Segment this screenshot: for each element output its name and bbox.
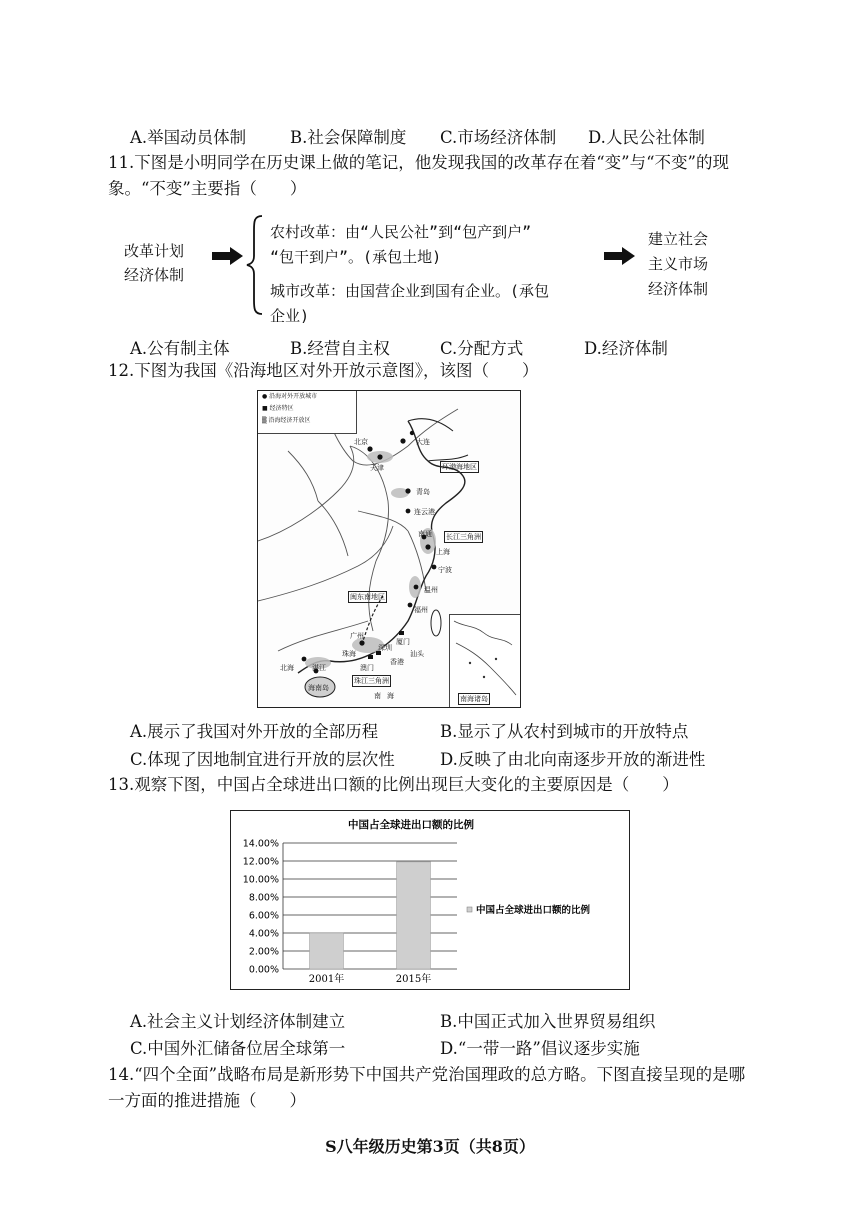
bar — [310, 933, 344, 969]
map-label-fuzhou: 福州 — [414, 606, 428, 614]
map-label-qingdao: 青岛 — [416, 488, 430, 496]
notes-urban-line2: 企业) — [270, 307, 310, 325]
map-label-bohai: 环渤海地区 — [442, 463, 477, 471]
q10-option-a[interactable]: A.举国动员体制 — [130, 128, 247, 147]
map-label-nantong: 南通 — [418, 530, 432, 538]
map-label-lianyungang: 连云港 — [414, 508, 435, 516]
coastal-opening-map — [257, 390, 521, 708]
q13-option-b[interactable]: B.中国正式加入世界贸易组织 — [440, 1012, 656, 1031]
notes-left-line2: 经济体制 — [124, 266, 185, 284]
q13-option-a[interactable]: A.社会主义计划经济体制建立 — [130, 1012, 346, 1031]
notes-rural-line2: “包干到户”。(承包土地) — [270, 248, 442, 266]
map-label-zhanjiang: 湛江 — [312, 664, 326, 672]
map-label-tianjin: 天津 — [370, 464, 384, 472]
arrow-right-icon — [210, 246, 244, 266]
chart-title: 中国占全球进出口额的比例 — [348, 819, 474, 831]
page-footer: S八年级历史第3页（共8页） — [325, 1137, 535, 1156]
arrow-right-icon — [602, 246, 636, 266]
chart-svg — [231, 811, 629, 989]
y-tick-label: 4.00% — [248, 928, 279, 940]
legend-label: 中国占全球进出口额的比例 — [476, 905, 591, 916]
y-tick-label: 10.00% — [242, 874, 279, 886]
q13-stem: 13.观察下图，中国占全球进出口额的比例出现巨大变化的主要原因是（ ） — [108, 775, 679, 794]
map-label-zhujiang: 珠江三角洲 — [354, 677, 389, 685]
y-tick-label: 12.00% — [242, 856, 279, 868]
map-label-mindong: 闽东南地区 — [350, 593, 385, 601]
map-label-ningbo: 宁波 — [438, 566, 452, 574]
map-label-wenzhou: 温州 — [424, 586, 438, 594]
q11-option-a[interactable]: A.公有制主体 — [130, 339, 230, 358]
bar — [397, 862, 431, 969]
notes-rural-line1: 农村改革：由“人民公社”到“包产到户” — [270, 223, 532, 241]
q12-stem: 12.下图为我国《沿海地区对外开放示意图》，该图（ ） — [108, 361, 539, 380]
map-label-dalian: 大连 — [416, 438, 430, 446]
x-tick-label: 2015年 — [395, 974, 432, 985]
map-label-changjiang: 长江三角洲 — [446, 533, 481, 541]
x-tick-label: 2001年 — [308, 974, 345, 985]
q12-option-a[interactable]: A.展示了我国对外开放的全部历程 — [130, 722, 379, 741]
q10-option-c[interactable]: C.市场经济体制 — [440, 128, 557, 147]
trade-share-chart — [230, 810, 630, 990]
map-label-shenzhen: 深圳 — [378, 644, 392, 652]
notes-right-line1: 建立社会 — [648, 230, 709, 248]
notes-urban-line1: 城市改革：由国营企业到国有企业。(承包 — [270, 282, 550, 300]
legend-swatch — [467, 907, 472, 912]
q11-option-d[interactable]: D.经济体制 — [584, 339, 668, 358]
notes-right-line2: 主义市场 — [648, 255, 709, 273]
notes-left-line1: 改革计划 — [124, 242, 185, 260]
q13-option-d[interactable]: D.“一带一路”倡议逐步实施 — [440, 1039, 640, 1058]
map-legend — [258, 391, 357, 434]
y-tick-label: 2.00% — [248, 946, 279, 958]
y-tick-label: 8.00% — [248, 892, 279, 904]
map-label-xiamen: 厦门 — [396, 638, 410, 646]
q12-option-d[interactable]: D.反映了由北向南逐步开放的渐进性 — [440, 750, 706, 769]
y-tick-label: 0.00% — [248, 964, 279, 976]
q11-stem-line2: 象。“不变”主要指（ ） — [108, 179, 307, 198]
q13-option-c[interactable]: C.中国外汇储备位居全球第一 — [130, 1039, 346, 1058]
q12-option-b[interactable]: B.显示了从农村到城市的开放特点 — [440, 722, 689, 741]
q11-stem-line1: 11.下图是小明同学在历史课上做的笔记，他发现我国的改革存在着“变”与“不变”的现 — [108, 153, 729, 172]
map-label-nanhai: 南海 — [374, 692, 400, 700]
y-tick-label: 14.00% — [242, 838, 279, 850]
map-inset-label: 南海诸岛 — [460, 695, 488, 703]
map-label-beihai: 北海 — [280, 664, 294, 672]
legend-item-open-zone: ▒ 沿海经济开放区 — [262, 417, 311, 424]
q10-option-d[interactable]: D.人民公社体制 — [588, 128, 705, 147]
map-label-hainan: 海南岛 — [308, 684, 329, 692]
q10-option-b[interactable]: B.社会保障制度 — [290, 128, 407, 147]
map-label-shanghai: 上海 — [436, 548, 450, 556]
map-label-beijing: 北京 — [354, 438, 368, 446]
q14-stem-line2: 一方面的推进措施（ ） — [108, 1091, 306, 1110]
map-label-guangzhou: 广州 — [350, 632, 364, 640]
q11-option-c[interactable]: C.分配方式 — [440, 339, 524, 358]
map-inset — [449, 614, 520, 707]
map-label-zhuhai: 珠海 — [342, 650, 356, 658]
q14-stem-line1: 14.“四个全面”战略布局是新形势下中国共产党治国理政的总方略。下图直接呈现的是哪 — [108, 1065, 746, 1084]
map-label-shantou: 汕头 — [410, 650, 424, 658]
left-brace-icon — [244, 214, 266, 316]
y-tick-label: 6.00% — [248, 910, 279, 922]
legend-item-sez: ■ 经济特区 — [262, 405, 294, 412]
q11-option-b[interactable]: B.经营自主权 — [290, 339, 390, 358]
notes-right-line3: 经济体制 — [648, 280, 709, 298]
legend-item-open-city: ● 沿海对外开放城市 — [262, 393, 318, 400]
map-label-xianggang: 香港 — [390, 658, 404, 666]
q12-option-c[interactable]: C.体现了因地制宜进行开放的层次性 — [130, 750, 395, 769]
map-label-aomen: 澳门 — [360, 664, 374, 672]
